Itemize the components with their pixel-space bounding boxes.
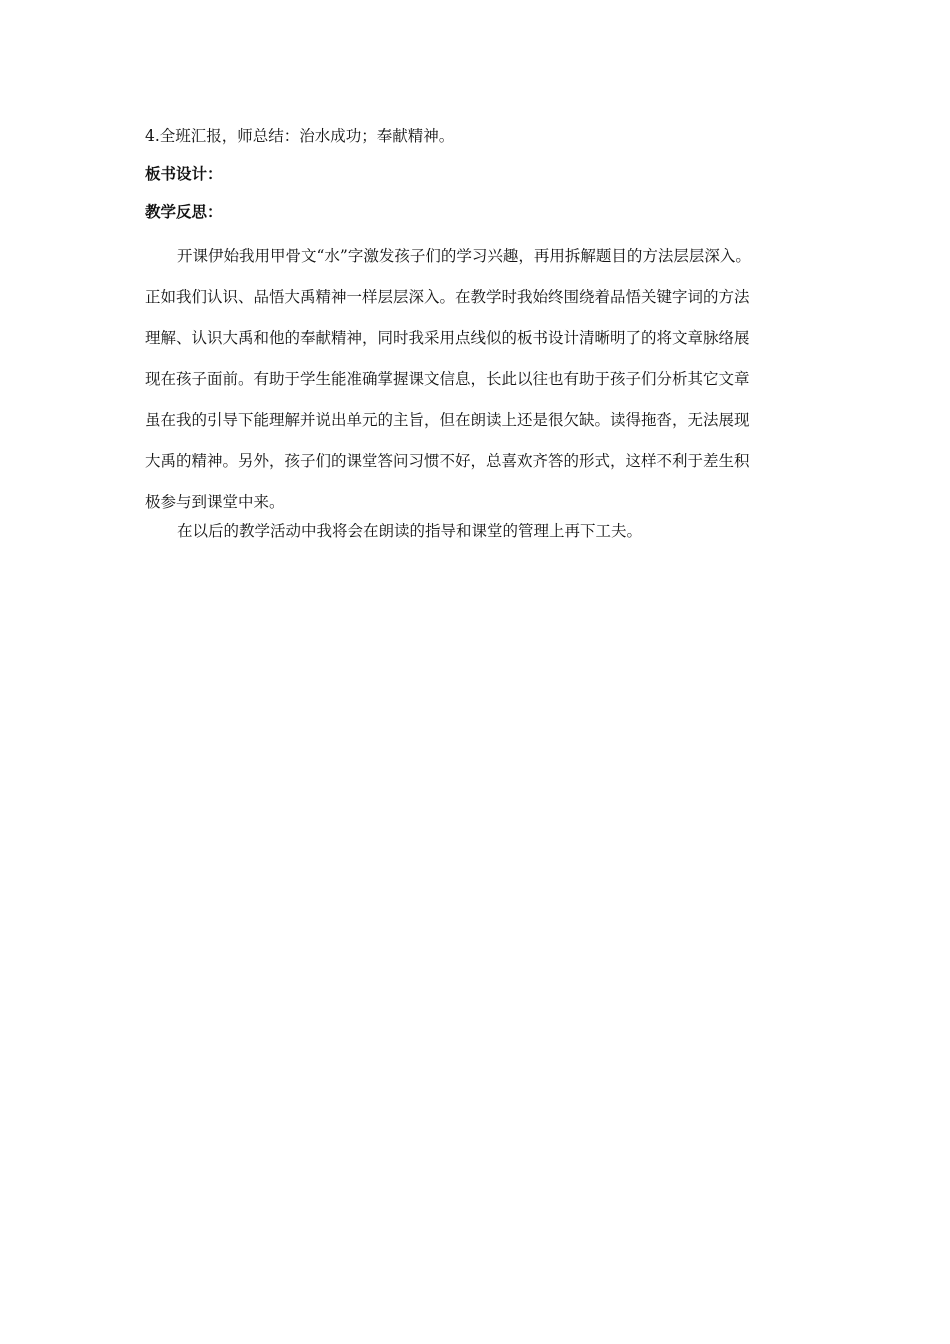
reflection-line: 虽在我的引导下能理解并说出单元的主旨，但在朗读上还是很欠缺。读得拖沓，无法展现 — [145, 411, 750, 429]
reflection-line: 正如我们认识、品悟大禹精神一样层层深入。在教学时我始终围绕着品悟关键字词的方法 — [145, 288, 750, 306]
reflection-line: 开课伊始我用甲骨文“水”字激发孩子们的学习兴趣，再用拆解题目的方法层层深入。 — [177, 247, 751, 265]
reflection-line: 理解、认识大禹和他的奉献精神，同时我采用点线似的板书设计清晰明了的将文章脉络展 — [145, 329, 750, 347]
summary-step-line: 4.全班汇报，师总结：治水成功；奉献精神。 — [145, 127, 455, 145]
board-design-heading: 板书设计： — [145, 165, 223, 183]
closing-paragraph: 在以后的教学活动中我将会在朗读的指导和课堂的管理上再下工夫。 — [177, 522, 643, 540]
reflection-paragraph — [145, 244, 815, 531]
reflection-heading: 教学反思： — [145, 203, 223, 221]
reflection-line: 现在孩子面前。有助于学生能准确掌握课文信息，长此以往也有助于孩子们分析其它文章 — [145, 370, 750, 388]
document-body — [145, 124, 815, 543]
reflection-line: 大禹的精神。另外，孩子们的课堂答问习惯不好，总喜欢齐答的形式，这样不利于差生积 — [145, 452, 750, 470]
reflection-line: 极参与到课堂中来。 — [145, 493, 285, 511]
